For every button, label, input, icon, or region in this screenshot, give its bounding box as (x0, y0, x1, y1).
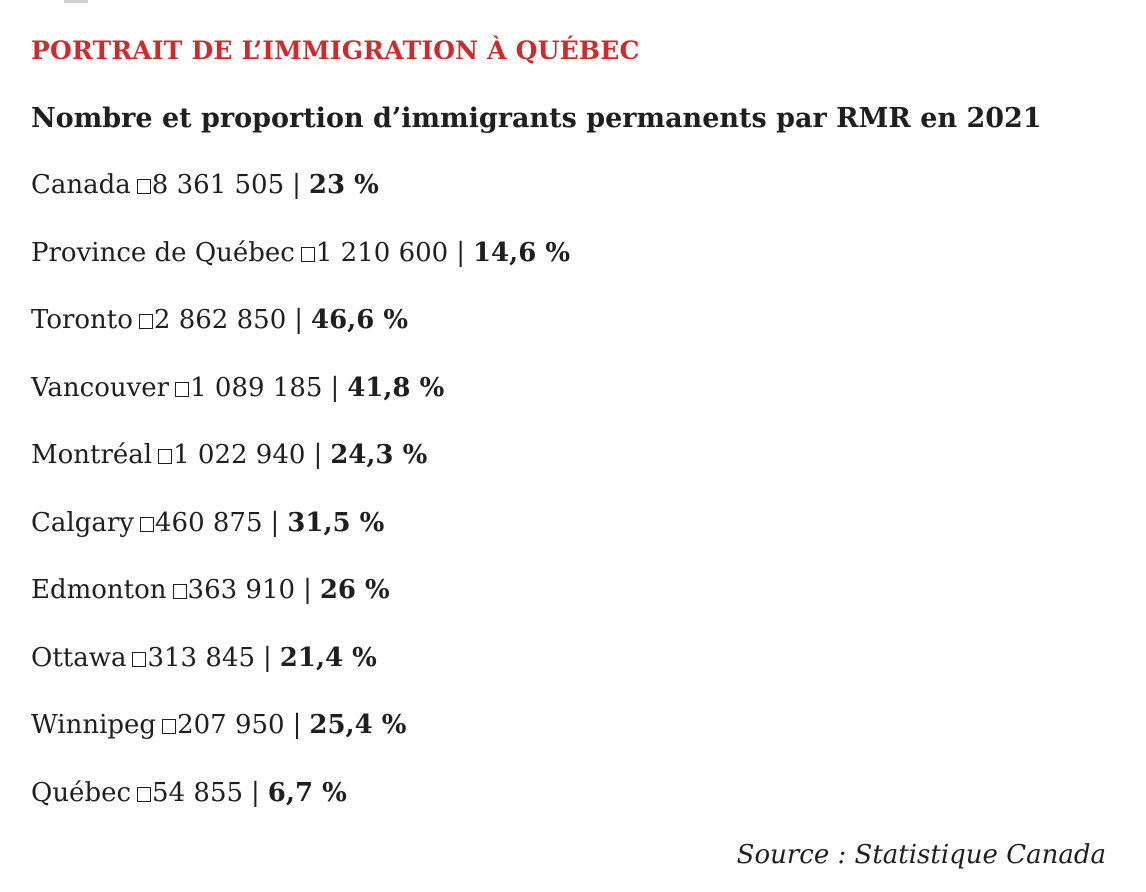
immigrant-percent: 21,4 % (279, 642, 377, 673)
missing-glyph-box (301, 247, 315, 262)
list-item (31, 365, 1111, 433)
immigrant-percent: 46,6 % (311, 305, 409, 335)
place-name: Province de Québec (31, 237, 295, 268)
missing-glyph-box (137, 179, 151, 194)
section-kicker: PORTRAIT DE L’IMMIGRATION À QUÉBEC (31, 36, 640, 65)
missing-glyph-box (140, 517, 154, 532)
place-name: Winnipeg (31, 710, 157, 740)
list-item (31, 635, 1111, 703)
immigrant-count: 460 875 (154, 507, 263, 538)
separator: | (263, 642, 272, 673)
missing-glyph-box (162, 719, 176, 734)
list-item (31, 500, 1111, 568)
separator: | (292, 710, 302, 740)
missing-glyph-box (175, 382, 189, 397)
place-name: Calgary (31, 507, 134, 538)
missing-glyph-box (139, 314, 153, 329)
immigrant-count: 207 950 (177, 710, 285, 740)
immigrant-percent: 25,4 % (309, 710, 407, 740)
list-item (31, 567, 1111, 635)
immigrant-count: 1 089 185 (190, 372, 323, 403)
immigrant-count: 1 022 940 (173, 440, 306, 470)
place-name: Ottawa (31, 642, 127, 673)
list-item (31, 162, 1111, 230)
separator: | (292, 170, 301, 200)
missing-glyph-box (137, 787, 151, 802)
separator: | (303, 575, 312, 605)
immigrant-percent: 14,6 % (472, 237, 571, 268)
separator: | (456, 237, 465, 268)
stats-headline: Nombre et proportion d’immigrants permanents par RMR en 2021 (31, 103, 1042, 134)
missing-glyph-box (158, 449, 172, 464)
place-name: Edmonton (31, 575, 167, 605)
list-item (31, 702, 1111, 770)
separator: | (270, 507, 280, 538)
place-name: Vancouver (31, 372, 170, 403)
missing-glyph-box (132, 652, 146, 667)
immigrant-count: 2 862 850 (153, 305, 287, 335)
immigrant-percent: 6,7 % (267, 777, 347, 808)
immigrant-count: 1 210 600 (315, 237, 449, 268)
immigrant-percent: 41,8 % (347, 372, 445, 403)
separator: | (294, 305, 303, 335)
separator: | (313, 440, 323, 470)
immigrant-percent: 31,5 % (287, 507, 385, 538)
article-content (31, 28, 1111, 837)
immigrant-count: 54 855 (152, 777, 244, 808)
immigrant-percent: 23 % (308, 170, 379, 200)
list-item (31, 432, 1111, 500)
place-name: Canada (31, 170, 131, 200)
place-name: Montréal (31, 440, 153, 470)
immigrant-percent: 26 % (319, 575, 390, 605)
top-edge-fragment (64, 0, 88, 3)
place-name: Toronto (31, 305, 133, 335)
separator: | (330, 372, 340, 403)
immigrant-count: 363 910 (187, 575, 296, 605)
immigrant-percent: 24,3 % (330, 440, 428, 470)
list-item (31, 230, 1111, 298)
immigrant-count: 313 845 (147, 642, 255, 673)
separator: | (251, 777, 260, 808)
source-credit: Source : Statistique Canada (736, 840, 1106, 870)
missing-glyph-box (173, 584, 187, 599)
place-name: Québec (31, 777, 132, 808)
list-item (31, 770, 1111, 838)
list-item (31, 297, 1111, 365)
stats-list (31, 162, 1111, 837)
immigrant-count: 8 361 505 (151, 170, 285, 200)
